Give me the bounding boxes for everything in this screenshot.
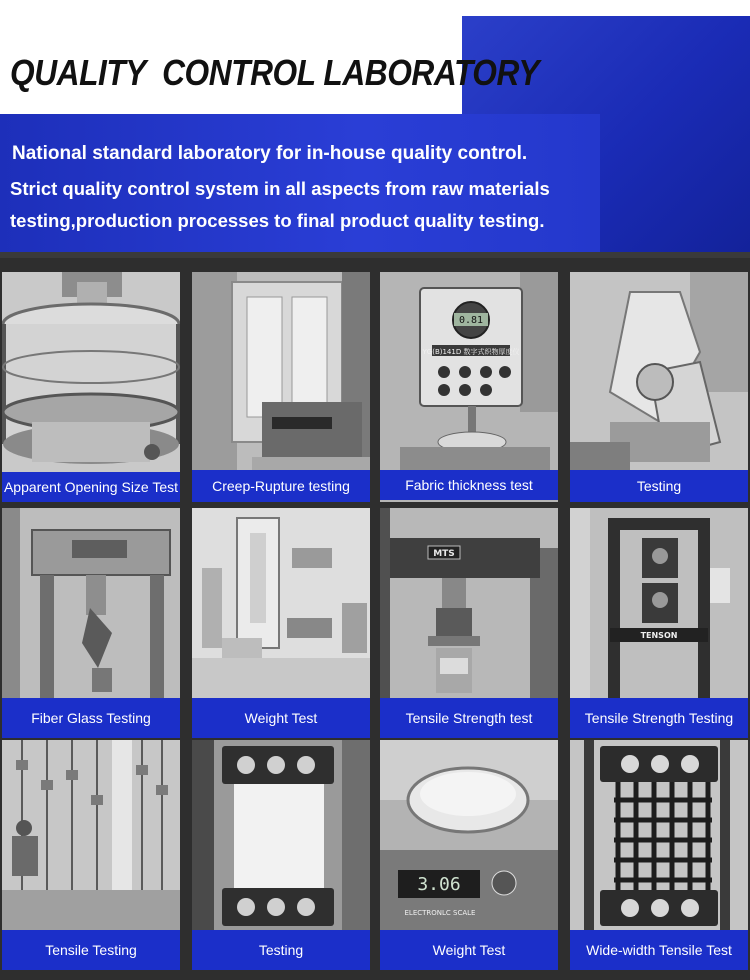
tile-testing-1 [570,272,748,502]
tile-weight-test-1 [192,508,370,738]
tile-caption: Fabric thickness test [380,470,558,500]
tile-apparent-opening-size [2,272,180,502]
description-line-2: Strict quality control system in all aspects from raw materials [10,178,550,199]
tile-fiber-glass [2,508,180,738]
tile-caption: Tensile Strength Testing [570,698,748,738]
tile-caption: Wide-width Tensile Test [570,930,748,970]
puncture-rig-photo [570,272,748,502]
tile-testing-2 [192,740,370,970]
scale-brand-label: ELECTRONLC SCALE [404,909,476,917]
thickness-gauge-photo [380,272,558,502]
tile-caption: Testing [192,930,370,970]
scale-display: 3.06 [417,874,461,895]
glass-sieve-photo [2,272,180,502]
gauge-model-label: YG(B)141D 数字式织物厚度仪 [422,348,520,356]
page-title: QUALITY CONTROL LABORATORY [10,52,540,93]
tile-tensile-strength-test [380,508,558,738]
gauge-display: 0.81 [458,315,484,326]
tile-tensile-strength-testing [570,508,748,738]
tile-fabric-thickness [380,272,558,502]
description-line-3: testing,production processes to final product quality testing. [10,210,545,231]
tile-creep-rupture [192,272,370,502]
tile-caption: Creep-Rupture testing [192,470,370,502]
tile-wide-width-tensile [570,740,748,970]
tile-caption: Tensile Strength test [380,698,558,738]
tile-weight-test-2 [380,740,558,970]
tile-caption: Testing [570,470,748,502]
tile-caption: Fiber Glass Testing [2,698,180,738]
tile-tensile-testing [2,740,180,970]
tile-caption: Weight Test [192,698,370,738]
tile-caption: Tensile Testing [2,930,180,970]
description-line-1: National standard laboratory for in-house quality control. [12,143,528,164]
creep-chamber-photo [192,272,370,502]
tenson-logo: TENSON [640,631,678,640]
tile-caption: Apparent Opening Size Test [2,472,180,502]
tile-caption: Weight Test [380,930,558,970]
mts-logo: MTS [433,549,455,559]
